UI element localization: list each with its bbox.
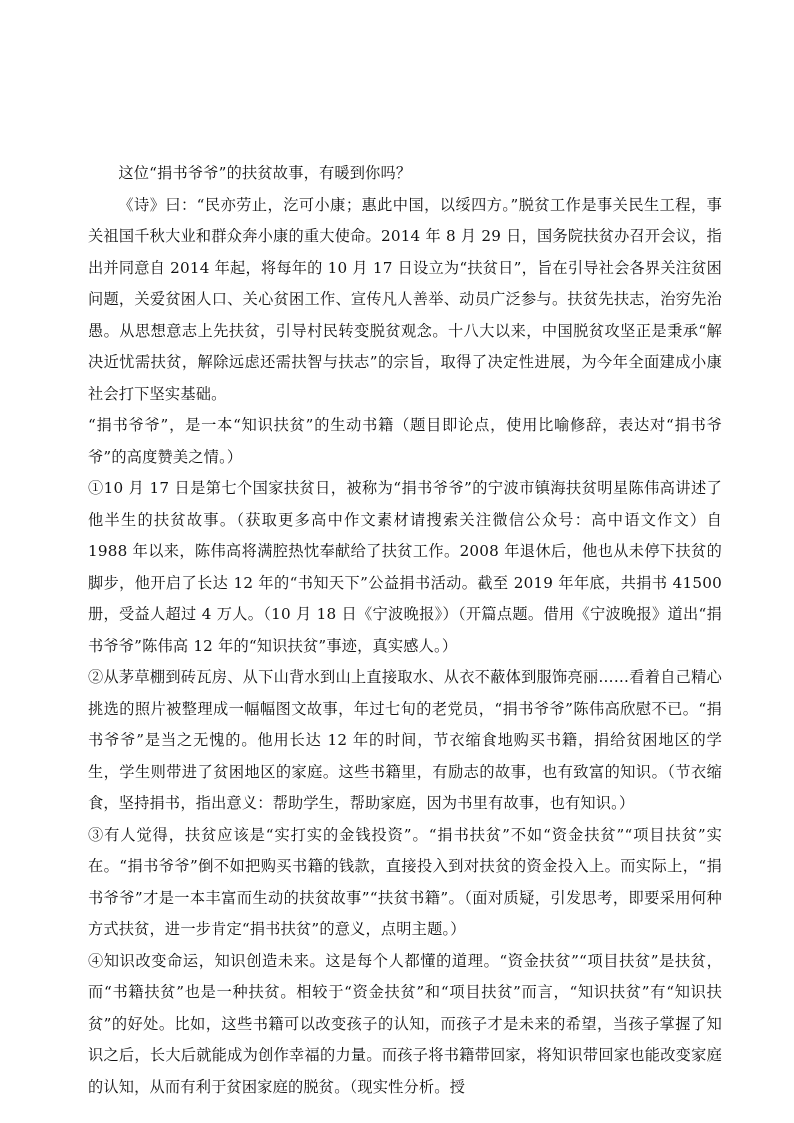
body-paragraph-2: ②从茅草棚到砖瓦房、从下山背水到山上直接取水、从衣不蔽体到服饰亮丽……看着自己精心挑选的照片被整理成一幅幅图文故事，年过七旬的老党员，“捐书爷爷”陈伟高欣慰不已。“捐书爷爷”是当之无愧的。他用长达 12 年的时间，节衣缩食地购买书籍，捐给贫困地区的学生，学生则带进了贫困地区的家庭。这些书籍里，有励志的故事，也有致富的知识。（节衣缩食，坚持捐书，指出意义：帮助学生，帮助家庭，因为书里有故事，也有知识。）	[88, 668, 722, 812]
body-paragraph-1: ①10 月 17 日是第七个国家扶贫日，被称为“捐书爷爷”的宁波市镇海扶贫明星陈伟高讲述了他半生的扶贫故事。（获取更多高中作文素材请搜索关注微信公众号：高中语文作文）自 1988 年以来，陈伟高将满腔热忱奉献给了扶贫工作。2008 年退休后，他也从未停下扶贫的脚步，他开启了长达 12 年的“书知天下”公益捐书活动。截至 2019 年年底，共捐书 41500 册，受益人超过 4 万人。（10 月 18 日《宁波晚报》）（开篇点题。借用《宁波晚报》道出“捐书爷爷”陈伟高 12 年的“知识扶贫”事迹，真实感人。）	[88, 479, 722, 655]
body-paragraph-3: ③有人觉得，扶贫应该是“实打实的金钱投资”。“捐书扶贫”不如“资金扶贫”“项目扶贫”实在。“捐书爷爷”倒不如把购买书籍的钱款，直接投入到对扶贫的资金投入上。而实际上，“捐书爷爷”才是一本丰富而生动的扶贫故事”“扶贫书籍”。（面对质疑，引发思考，即要采用何种方式扶贫，进一步肯定“捐书扶贫”的意义，点明主题。）	[88, 825, 722, 938]
thesis-paragraph: “捐书爷爷”，是一本“知识扶贫”的生动书籍（题目即论点，使用比喻修辞，表达对“捐书爷爷”的高度赞美之情。）	[88, 416, 722, 466]
question-line: 这位“捐书爷爷”的扶贫故事，有暖到你吗？	[118, 164, 412, 182]
document-body	[88, 158, 722, 1103]
intro-paragraph: 《诗》曰：“民亦劳止，汔可小康；惠此中国，以绥四方。”脱贫工作是事关民生工程，事关祖国千秋大业和群众奔小康的重大使命。2014 年 8 月 29 日，国务院扶贫办召开会议，指出并同意自 2014 年起，将每年的 10 月 17 日设立为“扶贫日”，旨在引导社会各界关注贫困问题，关爱贫困人口、关心贫困工作、宣传凡人善举、动员广泛参与。扶贫先扶志，治穷先治愚。从思想意志上先扶贫，引导村民转变脱贫观念。十八大以来，中国脱贫攻坚正是秉承“解决近忧需扶贫，解除远虑还需扶智与扶志”的宗旨，取得了决定性进展，为今年全面建成小康社会打下坚实基础。	[88, 195, 722, 403]
body-paragraph-4: ④知识改变命运，知识创造未来。这是每个人都懂的道理。“资金扶贫”“项目扶贫”是扶贫，而“书籍扶贫”也是一种扶贫。相较于“资金扶贫”和“项目扶贫”而言，“知识扶贫”有“知识扶贫”的好处。比如，这些书籍可以改变孩子的认知，而孩子才是未来的希望，当孩子掌握了知识之后，长大后就能成为创作幸福的力量。而孩子将书籍带回家，将知识带回家也能改变家庭的认知，从而有利于贫困家庭的脱贫。（现实性分析。授	[88, 951, 722, 1096]
